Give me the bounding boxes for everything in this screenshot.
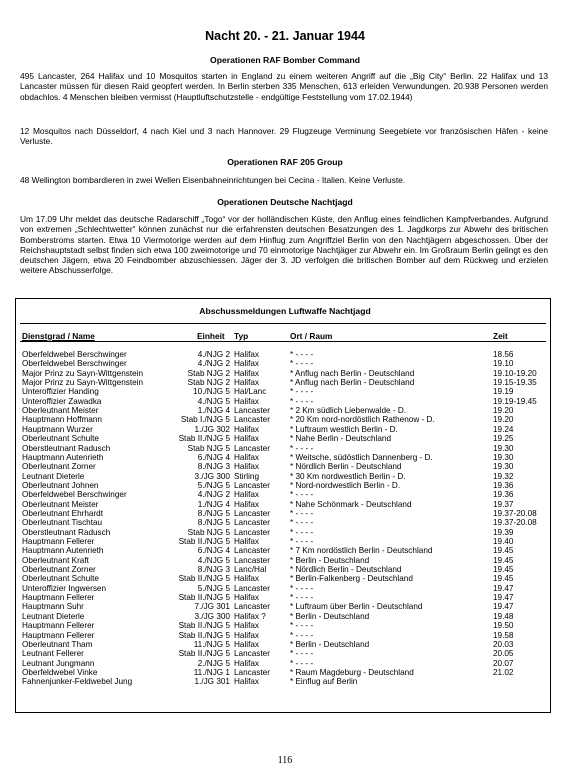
cell-place: * Nord-nordwestlich Berlin - D.	[290, 480, 401, 490]
cell-place: * Einflug auf Berlin	[290, 677, 358, 687]
cell-unit: 4./NJG 5	[197, 396, 230, 406]
cell-name: Oberfeldwebel Berschwinger	[22, 490, 127, 500]
header-rank-name: Dienstgrad / Name	[22, 331, 95, 341]
cell-place: * Nördlich Berlin - Deutschland	[290, 565, 402, 575]
table-row	[0, 434, 570, 443]
table-row	[0, 350, 570, 359]
cell-name: Oberleutnant Kraft	[22, 555, 89, 565]
cell-time: 19.45	[493, 565, 514, 575]
header-time: Zeit	[493, 331, 508, 341]
table-row	[0, 397, 570, 406]
cell-unit: 8./NJG 5	[197, 508, 230, 518]
cell-place: * Anflug nach Berlin - Deutschland	[290, 368, 415, 378]
cell-name: Oberleutnant Tham	[22, 639, 93, 649]
cell-place: * 20 Km nord-nordöstlich Rathenow - D.	[290, 415, 435, 425]
cell-type: Halifax	[234, 630, 260, 640]
cell-unit: 3./JG 300	[194, 611, 230, 621]
cell-place: * - - - -	[290, 518, 314, 528]
cell-place: * - - - -	[290, 658, 314, 668]
table-row	[0, 453, 570, 462]
cell-time: 19.19-19.45	[493, 396, 537, 406]
cell-type: Halifax	[234, 350, 260, 359]
cell-unit: 8./NJG 3	[197, 565, 230, 575]
cell-name: Major Prinz zu Sayn-Wittgenstein	[22, 368, 144, 378]
cell-time: 20.03	[493, 639, 514, 649]
cell-name: Hauptmann Fellerer	[22, 537, 95, 546]
cell-unit: 1./NJG 4	[197, 499, 230, 509]
table-row	[0, 565, 570, 574]
cell-type: Halifax	[234, 621, 260, 631]
cell-time: 19.30	[493, 462, 514, 472]
cell-time: 19.37-20.08	[493, 508, 537, 518]
cell-time: 19.39	[493, 527, 514, 537]
table-row	[0, 444, 570, 453]
cell-type: Lancaster	[234, 555, 270, 565]
cell-unit: Stab NJG 5	[187, 443, 230, 453]
cell-unit: 6./NJG 4	[197, 452, 230, 462]
cell-type: Lancaster	[234, 546, 270, 556]
cell-time: 19.36	[493, 480, 514, 490]
paragraph-bomber-command-2: 12 Mosquitos nach Düsseldorf, 4 nach Kiel und 3 nach Hannover. 29 Flugzeuge Verminung Seegebiete vor französischen Häfen - keine Verluste.	[20, 126, 548, 147]
cell-time: 19.48	[493, 611, 514, 621]
cell-name: Leutnant Jungmann	[22, 658, 95, 668]
cell-unit: Stab II./NJG 5	[178, 537, 230, 546]
cell-time: 19.47	[493, 583, 514, 593]
cell-unit: Stab NJG 2	[187, 378, 230, 388]
cell-place: * - - - -	[290, 593, 314, 603]
cell-time: 19.37-20.08	[493, 518, 537, 528]
cell-unit: 5./NJG 5	[197, 583, 230, 593]
cell-type: Halifax	[234, 452, 260, 462]
cell-type: Lancaster	[234, 406, 270, 416]
cell-name: Hauptmann Autenrieth	[22, 546, 104, 556]
cell-place: * Berlin - Deutschland	[290, 611, 370, 621]
paragraph-205-group: 48 Wellington bombardieren in zwei Wellen Eisenbahneinrichtungen bei Cecina - Italien. Keine Verluste.	[20, 175, 406, 185]
cell-time: 19.30	[493, 443, 514, 453]
cell-name: Leutnant Fellerer	[22, 649, 84, 659]
cell-type: Halifax	[234, 593, 260, 603]
section-heading-nachtjagd: Operationen Deutsche Nachtjagd	[217, 197, 353, 207]
cell-unit: Stab NJG 2	[187, 368, 230, 378]
cell-name: Oberstleutnant Radusch	[22, 443, 111, 453]
cell-place: * - - - -	[290, 359, 314, 369]
cell-place: * Nahe Schönmark - Deutschland	[290, 499, 412, 509]
cell-place: * - - - -	[290, 350, 314, 359]
cell-unit: 3./JG 300	[194, 471, 230, 481]
section-heading-bomber-command: Operationen RAF Bomber Command	[210, 55, 360, 65]
cell-name: Leutnant Dieterle	[22, 471, 85, 481]
cell-time: 19.45	[493, 555, 514, 565]
cell-time: 19.19	[493, 387, 514, 397]
cell-unit: Stab II./NJG 5	[178, 593, 230, 603]
cell-name: Fahnenjunker-Feldwebel Jung	[22, 677, 133, 687]
table-row	[0, 481, 570, 490]
cell-time: 19.15-19.35	[493, 378, 537, 388]
cell-type: Halifax	[234, 677, 260, 687]
cell-time: 19.25	[493, 434, 514, 444]
cell-place: * - - - -	[290, 443, 314, 453]
cell-name: Hauptmann Fellerer	[22, 621, 95, 631]
cell-unit: 8./NJG 5	[197, 518, 230, 528]
table-row	[0, 659, 570, 668]
cell-unit: Stab II./NJG 5	[178, 434, 230, 444]
cell-type: Lancaster	[234, 508, 270, 518]
cell-name: Oberleutnant Zorner	[22, 565, 96, 575]
cell-name: Oberleutnant Tischtau	[22, 518, 103, 528]
cell-type: Halifax	[234, 368, 260, 378]
table-row	[0, 537, 570, 546]
cell-name: Unteroffizier Zawadka	[22, 396, 102, 406]
cell-type: Stirling	[234, 471, 260, 481]
cell-place: * Berlin-Falkenberg - Deutschland	[290, 574, 413, 584]
cell-name: Oberfeldwebel Berschwinger	[22, 359, 127, 369]
cell-type: Hal/Lanc	[234, 387, 267, 397]
cell-name: Hauptmann Fellerer	[22, 630, 95, 640]
cell-unit: 4./NJG 2	[197, 359, 230, 369]
cell-place: * 7 Km nordöstlich Berlin - Deutschland	[290, 546, 433, 556]
table-row	[0, 584, 570, 593]
cell-time: 19.47	[493, 602, 514, 612]
cell-unit: 8./NJG 3	[197, 462, 230, 472]
cell-unit: 10./NJG 5	[193, 387, 230, 397]
cell-name: Oberstleutnant Radusch	[22, 527, 111, 537]
cell-unit: Stab I./NJG 5	[180, 415, 230, 425]
page-number: 116	[277, 755, 293, 766]
cell-name: Oberleutnant Ehrhardt	[22, 508, 104, 518]
cell-type: Lancaster	[234, 480, 270, 490]
cell-place: * Nahe Berlin - Deutschland	[290, 434, 392, 444]
cell-place: * Weitsche, südöstlich Dannenberg - D.	[290, 452, 433, 462]
cell-type: Lancaster	[234, 415, 270, 425]
cell-time: 19.20	[493, 406, 514, 416]
cell-time: 19.10	[493, 359, 514, 369]
table-row	[0, 387, 570, 396]
cell-unit: 11./NJG 5	[193, 639, 230, 649]
cell-name: Oberleutnant Zorner	[22, 462, 96, 472]
section-heading-205-group: Operationen RAF 205 Group	[227, 157, 343, 167]
table-row	[0, 462, 570, 471]
cell-name: Oberleutnant Schulte	[22, 434, 99, 444]
cell-type: Lancaster	[234, 518, 270, 528]
cell-place: * - - - -	[290, 527, 314, 537]
cell-place: * Luftraum westlich Berlin - D.	[290, 424, 398, 434]
cell-type: Halifax	[234, 462, 260, 472]
cell-name: Oberleutnant Johnen	[22, 480, 99, 490]
cell-time: 19.36	[493, 490, 514, 500]
table-row	[0, 677, 570, 686]
table-row	[0, 490, 570, 499]
cell-unit: 4./NJG 5	[197, 555, 230, 565]
cell-place: * - - - -	[290, 621, 314, 631]
cell-name: Oberleutnant Schulte	[22, 574, 99, 584]
table-row	[0, 518, 570, 527]
cell-place: * Raum Magdeburg - Deutschland	[290, 667, 414, 677]
cell-time: 19.40	[493, 537, 514, 546]
cell-type: Lancaster	[234, 649, 270, 659]
cell-type: Halifax	[234, 658, 260, 668]
cell-type: Lancaster	[234, 443, 270, 453]
table-row	[0, 500, 570, 509]
cell-name: Hauptmann Suhr	[22, 602, 84, 612]
cell-unit: Stab NJG 5	[187, 527, 230, 537]
cell-time: 19.32	[493, 471, 514, 481]
cell-time: 20.07	[493, 658, 514, 668]
cell-place: * Anflug nach Berlin - Deutschland	[290, 378, 415, 388]
cell-name: Hauptmann Hoffmann	[22, 415, 102, 425]
table-row	[0, 574, 570, 583]
cell-place: * - - - -	[290, 490, 314, 500]
page-title: Nacht 20. - 21. Januar 1944	[205, 29, 365, 43]
cell-type: Halifax	[234, 378, 260, 388]
table-row	[0, 556, 570, 565]
cell-place: * 30 Km nordwestlich Berlin - D.	[290, 471, 406, 481]
cell-type: Halifax	[234, 490, 260, 500]
cell-time: 18.56	[493, 350, 514, 359]
table-row	[0, 640, 570, 649]
cell-unit: Stab II./NJG 5	[178, 574, 230, 584]
cell-name: Unteroffizier Handing	[22, 387, 99, 397]
cell-time: 19.58	[493, 630, 514, 640]
cell-unit: 2./NJG 5	[197, 658, 230, 668]
cell-place: * - - - -	[290, 649, 314, 659]
header-place: Ort / Raum	[290, 331, 333, 341]
cell-type: Halifax ?	[234, 611, 266, 621]
header-rule	[20, 341, 546, 342]
cell-time: 20.05	[493, 649, 514, 659]
paragraph-bomber-command-1: 495 Lancaster, 264 Halifax und 10 Mosquitos starten in England zu einem weiteren Angriff auf die „Big City“ Berlin. 22 Halifax und 13 Lancaster müssen für diesen Raid geopfert werden. In Berlin sterben 335 Menschen, 613 erleiden Verwundungen. 20.938 Personen werden obdachlos. 4 Menschen bleiben vermisst (Hauptluftschutzstelle - endgültige Feststellung vom 17.02.1944)	[20, 71, 548, 102]
cell-name: Oberleutnant Meister	[22, 406, 99, 416]
table-row	[0, 415, 570, 424]
cell-place: * 2 Km südlich Liebenwalde - D.	[290, 406, 407, 416]
table-row	[0, 631, 570, 640]
table-row	[0, 612, 570, 621]
cell-unit: 11./NJG 1	[193, 667, 230, 677]
cell-type: Lancaster	[234, 667, 270, 677]
cell-unit: Stab II./NJG 5	[178, 649, 230, 659]
cell-name: Major Prinz zu Sayn-Wittgenstein	[22, 378, 144, 388]
cell-type: Halifax	[234, 574, 260, 584]
header-unit: Einheit	[197, 331, 225, 341]
cell-name: Oberleutnant Meister	[22, 499, 99, 509]
cell-time: 19.47	[493, 593, 514, 603]
table-row	[0, 546, 570, 555]
cell-time: 19.24	[493, 424, 514, 434]
cell-type: Halifax	[234, 434, 260, 444]
cell-place: * Nördlich Berlin - Deutschland	[290, 462, 402, 472]
table-row	[0, 378, 570, 387]
cell-time: 19.30	[493, 452, 514, 462]
cell-unit: 5./NJG 5	[197, 480, 230, 490]
cell-time: 19.45	[493, 574, 514, 584]
cell-unit: 1./JG 302	[194, 424, 230, 434]
cell-type: Halifax	[234, 639, 260, 649]
cell-unit: 1./NJG 4	[197, 406, 230, 416]
table-row	[0, 621, 570, 630]
cell-time: 21.02	[493, 667, 514, 677]
cell-unit: Stab II./NJG 5	[178, 630, 230, 640]
cell-place: * - - - -	[290, 630, 314, 640]
claims-table-title: Abschussmeldungen Luftwaffe Nachtjagd	[199, 306, 371, 316]
table-top-rule	[20, 323, 546, 324]
cell-unit: 4./NJG 2	[197, 490, 230, 500]
cell-unit: Stab II./NJG 5	[178, 621, 230, 631]
table-row	[0, 528, 570, 537]
cell-name: Hauptmann Wurzer	[22, 424, 93, 434]
cell-name: Hauptmann Fellerer	[22, 593, 95, 603]
cell-place: * - - - -	[290, 508, 314, 518]
cell-time: 19.37	[493, 499, 514, 509]
cell-type: Halifax	[234, 424, 260, 434]
cell-unit: 7./JG 301	[194, 602, 230, 612]
table-row	[0, 602, 570, 611]
table-row	[0, 425, 570, 434]
table-row	[0, 359, 570, 368]
cell-name: Oberfeldwebel Vinke	[22, 667, 98, 677]
cell-type: Halifax	[234, 537, 260, 546]
table-row	[0, 649, 570, 658]
cell-type: Halifax	[234, 396, 260, 406]
table-row	[0, 369, 570, 378]
table-row	[0, 472, 570, 481]
cell-type: Halifax	[234, 499, 260, 509]
table-row	[0, 406, 570, 415]
cell-place: * Berlin - Deutschland	[290, 639, 370, 649]
cell-type: Lancaster	[234, 602, 270, 612]
table-row	[0, 509, 570, 518]
cell-place: * Luftraum über Berlin - Deutschland	[290, 602, 423, 612]
cell-unit: 4./NJG 2	[197, 350, 230, 359]
cell-time: 19.10-19.20	[493, 368, 537, 378]
cell-type: Lanc/Hal	[234, 565, 267, 575]
cell-time: 19.45	[493, 546, 514, 556]
cell-type: Lancaster	[234, 583, 270, 593]
cell-place: * - - - -	[290, 583, 314, 593]
cell-place: * Berlin - Deutschland	[290, 555, 370, 565]
paragraph-nachtjagd: Um 17.09 Uhr meldet das deutsche Radarschiff „Togo“ vor der holländischen Küste, den Anflug eines feindlichen Kampfverbandes. Aufgrund von extremen „Schlechtwetter“ können zunächst nur die erfahrensten deutschen Besatzungen des 1. Jagdkorps zur Abwehr des britischen Bomberstroms starten. Etwa 10 Viermotorige werden auf dem Hinflug zum Angriffziel Berlin von den Nachtjägern abgeschossen. Über der Reichshauptstadt selbst finden sich etwa 100 zweimotorige und 70 einmotorige Nachtjäger zur Abwehr ein. Im Großraum Berlin gelingt es den deutschen Jägern, etwa 20 Feindbomber abzuschiessen. Jäger der 3. JD verfolgen die britischen Bomber auf dem Rückweg und erzielen weitere Abschusserfolge.	[20, 214, 548, 276]
cell-place: * - - - -	[290, 537, 314, 546]
cell-time: 19.20	[493, 415, 514, 425]
table-row	[0, 668, 570, 677]
cell-name: Unteroffizier Ingwersen	[22, 583, 107, 593]
cell-place: * - - - -	[290, 387, 314, 397]
table-row	[0, 593, 570, 602]
cell-type: Halifax	[234, 359, 260, 369]
cell-name: Oberfeldwebel Berschwinger	[22, 350, 127, 359]
cell-place: * - - - -	[290, 396, 314, 406]
cell-name: Hauptmann Autenrieth	[22, 452, 104, 462]
header-type: Typ	[234, 331, 249, 341]
cell-unit: 6./NJG 4	[197, 546, 230, 556]
cell-name: Leutnant Dieterle	[22, 611, 85, 621]
cell-unit: 1./JG 301	[194, 677, 230, 687]
cell-time: 19.50	[493, 621, 514, 631]
cell-type: Lancaster	[234, 527, 270, 537]
